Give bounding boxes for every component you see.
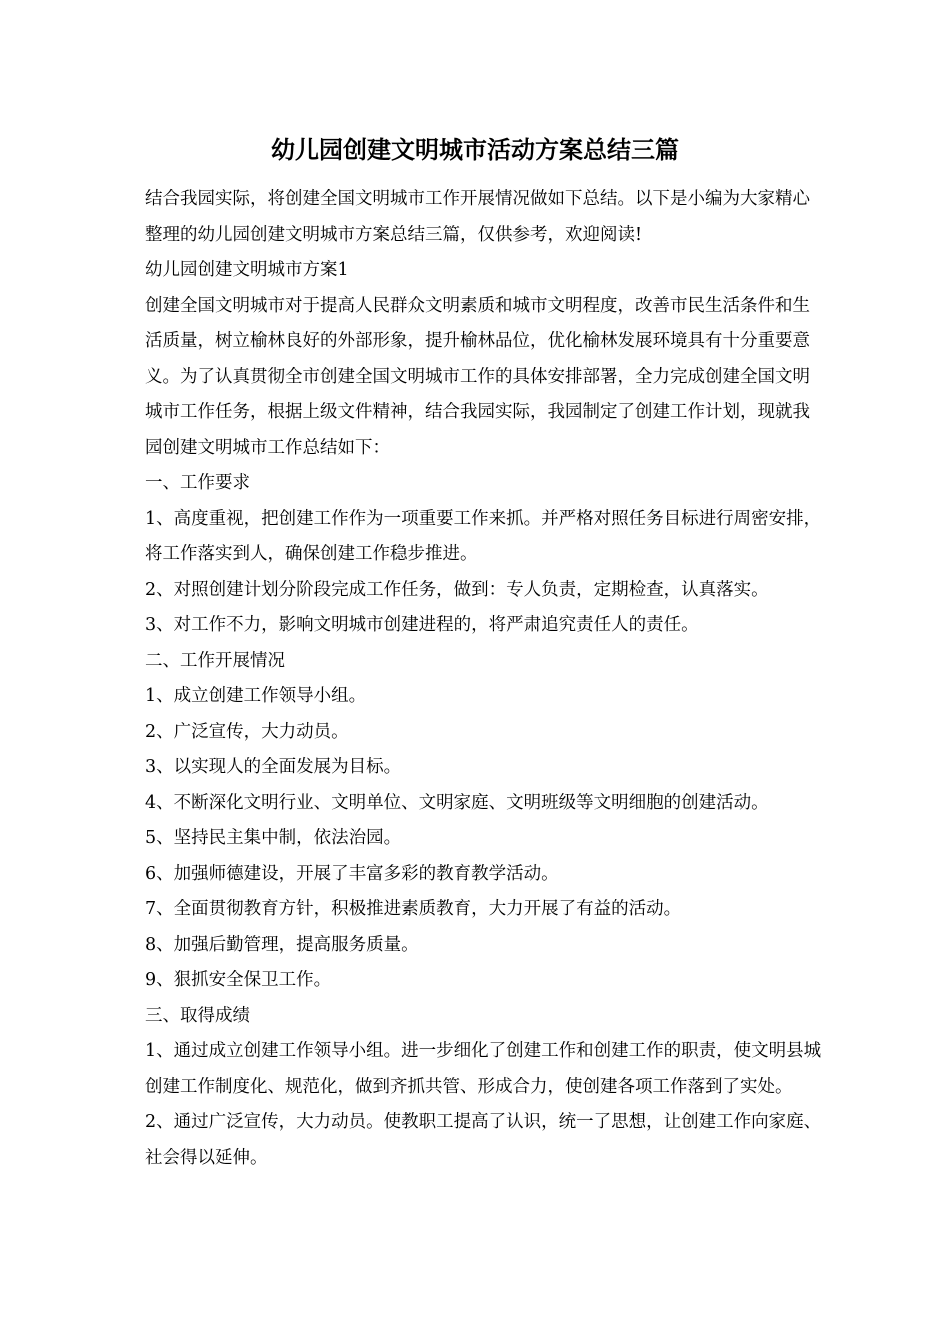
section-heading: 二、工作开展情况: [145, 650, 285, 671]
list-item: 7、全面贯彻教育方针，积极推进素质教育，大力开展了有益的活动。: [145, 899, 682, 919]
document-title: 幼儿园创建文明城市活动方案总结三篇: [271, 136, 679, 164]
list-item: 5、坚持民主集中制，依法治园。: [145, 828, 402, 848]
body-paragraph: 创建全国文明城市对于提高人民群众文明素质和城市文明程度，改善市民生活条件和生活质量，树立榆林良好的外部形象，提升榆林品位，优化榆林发展环境具有十分重要意义。为了认真贯彻全市创建全国文明城市工作的具体安排部署，全力完成创建全国文明城市工作任务，根据上级文件精神，结合我园实际，我园制定了创建工作计划，现就我园创建文明城市工作总结如下：: [145, 295, 810, 458]
list-item: 6、加强师德建设，开展了丰富多彩的教育教学活动。: [145, 863, 559, 884]
list-item: 9、狠抓安全保卫工作。: [145, 970, 332, 990]
intro-paragraph: 结合我园实际，将创建全国文明城市工作开展情况做如下总结。以下是小编为大家精心整理的幼儿园创建文明城市方案总结三篇，仅供参考，欢迎阅读!: [145, 189, 810, 245]
list-item: 1、高度重视，把创建工作作为一项重要工作来抓。并严格对照任务目标进行周密安排，将工作落实到人，确保创建工作稳步推进。: [145, 508, 822, 564]
list-item: 3、以实现人的全面发展为目标。: [145, 757, 402, 777]
list-item: 1、通过成立创建工作领导小组。进一步细化了创建工作和创建工作的职责，使文明县城创建工作制度化、规范化，做到齐抓共管、形成合力，使创建各项工作落到了实处。: [145, 1041, 822, 1097]
document-body: [145, 182, 825, 1176]
list-item: 2、对照创建计划分阶段完成工作任务，做到：专人负责，定期检查，认真落实。: [145, 579, 769, 600]
list-item: 3、对工作不力，影响文明城市创建进程的，将严肃追究责任人的责任。: [145, 615, 699, 635]
list-item: 8、加强后勤管理，提高服务质量。: [145, 934, 419, 955]
list-item: 1、成立创建工作领导小组。: [145, 686, 367, 706]
section-heading: 三、取得成绩: [145, 1005, 250, 1026]
list-item: 4、不断深化文明行业、文明单位、文明家庭、文明班级等文明细胞的创建活动。: [145, 792, 769, 813]
list-item: 2、通过广泛宣传，大力动员。使教职工提高了认识，统一了思想，让创建工作向家庭、社会得以延伸。: [145, 1112, 822, 1168]
list-item: 2、广泛宣传，大力动员。: [145, 721, 349, 742]
section-heading: 幼儿园创建文明城市方案1: [145, 260, 349, 280]
section-heading: 一、工作要求: [145, 473, 250, 493]
